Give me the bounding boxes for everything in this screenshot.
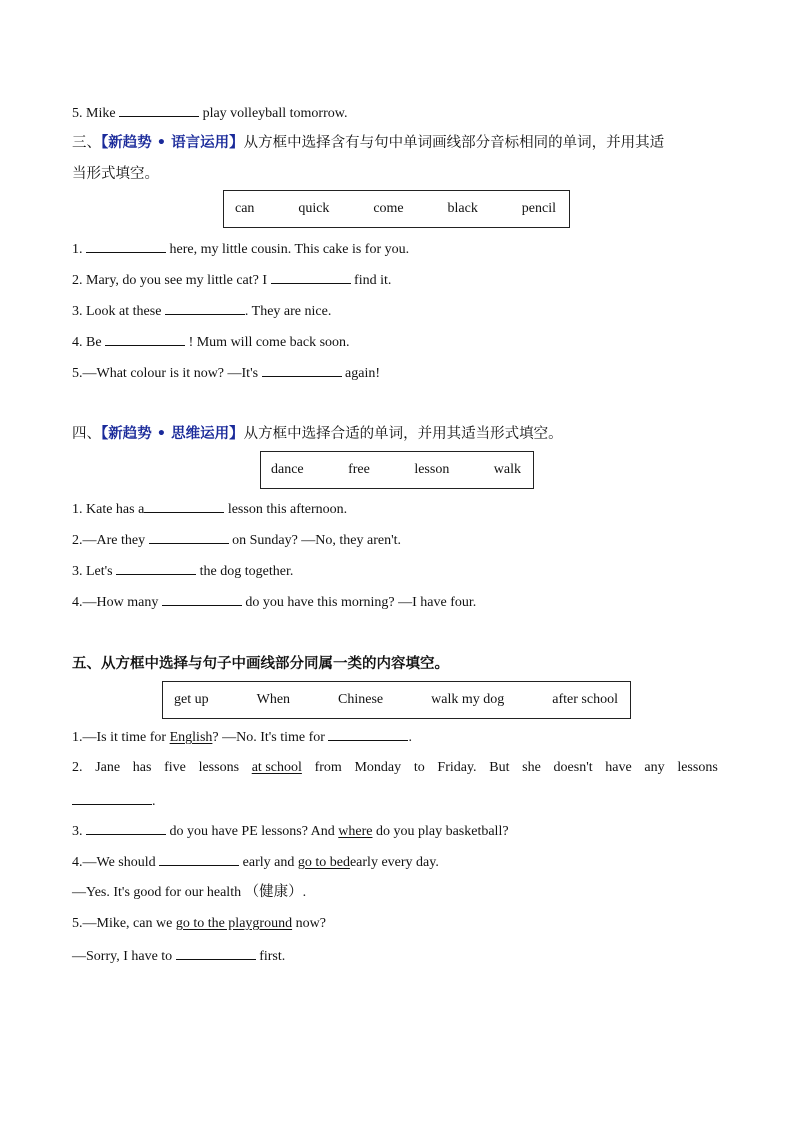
- s3-question-2: 2. Mary, do you see my little cat? I find it.: [72, 269, 391, 291]
- answer-blank[interactable]: [105, 331, 185, 346]
- answer-blank[interactable]: [72, 790, 152, 805]
- word-option: can: [235, 201, 255, 216]
- s5-question-4-reply: —Yes. It's good for our health （健康）.: [72, 884, 307, 900]
- underlined-phrase: go to the playground: [175, 916, 293, 931]
- s4-question-4: 4.—How many do you have this morning? —I have four.: [72, 591, 476, 613]
- section-tag: 【新趋势 • 思维运用】: [101, 426, 244, 442]
- s5-question-3: 3. do you have PE lessons? And where do you play basketball?: [72, 820, 509, 842]
- section-3-heading-cont: 当形式填空。: [72, 166, 159, 182]
- answer-blank[interactable]: [149, 529, 229, 544]
- underlined-phrase: go to bed: [297, 855, 350, 870]
- answer-blank[interactable]: [328, 726, 408, 741]
- answer-blank[interactable]: [159, 851, 239, 866]
- underlined-phrase: English: [169, 730, 213, 745]
- s5-question-4: 4.—We should early and go to bedearly every day.: [72, 851, 439, 873]
- answer-blank[interactable]: [86, 820, 166, 835]
- answer-blank[interactable]: [119, 102, 199, 117]
- item-5-top: 5. Mike play volleyball tomorrow.: [72, 102, 347, 124]
- s4-question-1: 1. Kate has a lesson this afternoon.: [72, 498, 347, 520]
- word-option: get up: [174, 692, 209, 707]
- word-option: free: [348, 462, 370, 477]
- s4-question-2: 2.—Are they on Sunday? —No, they aren't.: [72, 529, 401, 551]
- s5-question-1: 1.—Is it time for English? —No. It's time for .: [72, 726, 412, 748]
- word-option: pencil: [521, 201, 556, 216]
- word-option: after school: [552, 692, 618, 707]
- answer-blank[interactable]: [162, 591, 242, 606]
- answer-blank[interactable]: [165, 300, 245, 315]
- s3-question-3: 3. Look at these . They are nice.: [72, 300, 331, 322]
- word-option: walk my dog: [431, 692, 505, 707]
- answer-blank[interactable]: [176, 945, 256, 960]
- s5-question-2-cont: .: [72, 790, 156, 812]
- section-5-heading: 五、从方框中选择与句子中画线部分同属一类的内容填空。: [72, 656, 449, 672]
- s3-question-5: 5.—What colour is it now? —It's again!: [72, 362, 380, 384]
- word-option: dance: [271, 462, 304, 477]
- s4-question-3: 3. Let's the dog together.: [72, 560, 293, 582]
- word-option: When: [256, 692, 291, 707]
- answer-blank[interactable]: [116, 560, 196, 575]
- s3-question-4: 4. Be ! Mum will come back soon.: [72, 331, 350, 353]
- word-option: lesson: [414, 462, 450, 477]
- section-tag: 【新趋势 • 语言运用】: [101, 135, 244, 151]
- answer-blank[interactable]: [86, 238, 166, 253]
- underlined-phrase: where: [338, 824, 373, 839]
- word-box-4: [260, 451, 534, 489]
- underlined-phrase: at school: [251, 760, 302, 775]
- s5-question-2: 2. Jane has five lessons at school from Monday to Friday. But she doesn't have any lessons: [72, 758, 718, 778]
- word-option: Chinese: [338, 692, 384, 707]
- word-option: black: [447, 201, 478, 216]
- s5-question-5: 5.—Mike, can we go to the playground now?: [72, 916, 326, 931]
- answer-blank[interactable]: [144, 498, 224, 513]
- section-3-heading: 三、【新趋势 • 语言运用】从方框中选择含有与句中单词画线部分音标相同的单词，并用其适: [72, 135, 665, 151]
- answer-blank[interactable]: [262, 362, 342, 377]
- answer-blank[interactable]: [271, 269, 351, 284]
- s5-question-5-reply: —Sorry, I have to first.: [72, 945, 285, 967]
- word-option: quick: [298, 201, 330, 216]
- word-box-3: [223, 190, 570, 228]
- word-box-5: [162, 681, 631, 719]
- word-option: come: [373, 201, 404, 216]
- section-4-heading: 四、【新趋势 • 思维运用】从方框中选择合适的单词，并用其适当形式填空。: [72, 426, 563, 442]
- s3-question-1: 1. here, my little cousin. This cake is for you.: [72, 238, 409, 260]
- word-option: walk: [493, 462, 521, 477]
